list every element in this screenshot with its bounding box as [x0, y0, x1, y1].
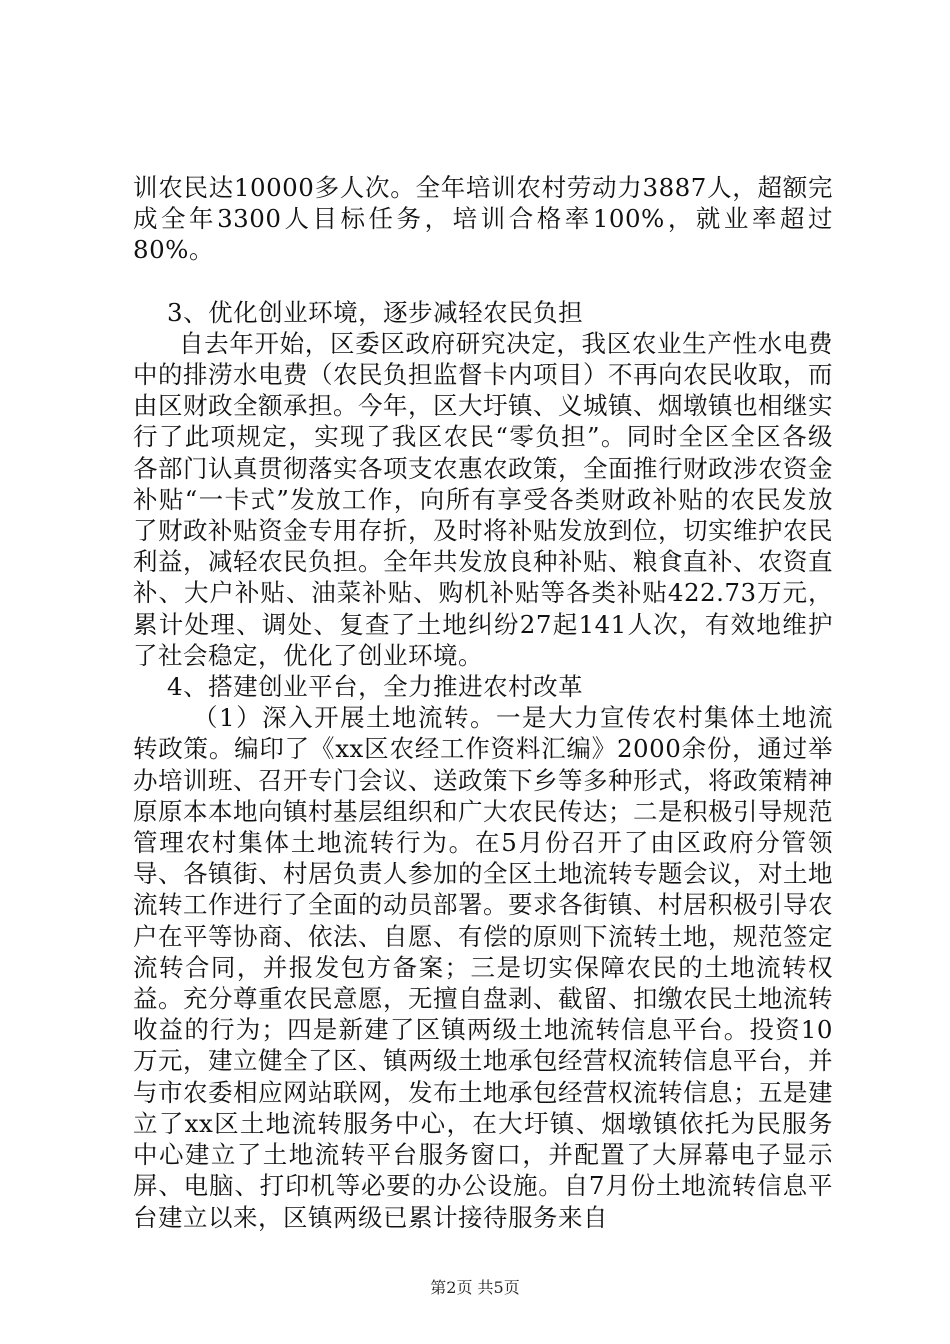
- paragraph-land-transfer: （1）深入开展土地流转。一是大力宣传农村集体土地流转政策。编印了《xx区农经工作资料汇编》2000余份，通过举办培训班、召开专门会议、送政策下乡等多种形式，将政策精神原原本本地向镇村基层组织和广大农民传达；二是积极引导规范管理农村集体土地流转行为。在5月份召开了由区政府分管领导、各镇街、村居负责人参加的全区土地流转专题会议，对土地流转工作进行了全面的动员部署。要求各街镇、村居积极引导农户在平等协商、依法、自愿、有偿的原则下流转土地，规范签定流转合同，并报发包方备案；三是切实保障农民的土地流转权益。充分尊重农民意愿，无擅自盘剥、截留、扣缴农民土地流转收益的行为；四是新建了区镇两级土地流转信息平台。投资10万元，建立健全了区、镇两级土地承包经营权流转信息平台，并与市农委相应网站联网，发布土地承包经营权流转信息；五是建立了xx区土地流转服务中心，在大圩镇、烟墩镇依托为民服务中心建立了土地流转平台服务窗口，并配置了大屏幕电子显示屏、电脑、打印机等必要的办公设施。自7月份土地流转信息平台建立以来，区镇两级已累计接待服务来自: [133, 703, 833, 1232]
- paragraph-business-environment: 自去年开始，区委区政府研究决定，我区农业生产性水电费中的排涝水电费（农民负担监督卡内项目）不再向农民收取，而由区财政全额承担。今年，区大圩镇、义城镇、烟墩镇也相继实行了此项规定，实现了我区农民“零负担”。同时全区全区各级各部门认真贯彻落实各项支农惠农政策，全面推行财政涉农资金补贴“一卡式”发放工作，向所有享受各类财政补贴的农民发放了财政补贴资金专用存折，及时将补贴发放到位，切实维护农民利益，减轻农民负担。全年共发放良种补贴、粮食直补、农资直补、大户补贴、油菜补贴、购机补贴等各类补贴422.73万元，累计处理、调处、复查了土地纠纷27起141人次，有效地维护了社会稳定，优化了创业环境。: [133, 328, 833, 670]
- paragraph-gap: [133, 266, 833, 297]
- document-body: [133, 172, 833, 1233]
- page-footer: 第2页 共5页: [430, 1278, 520, 1297]
- section-heading-3: 3、优化创业环境，逐步减轻农民负担: [167, 297, 584, 327]
- paragraph-training-results: 训农民达10000多人次。全年培训农村劳动力3887人，超额完成全年3300人目标任务，培训合格率100%，就业率超过80%。: [133, 173, 833, 265]
- section-heading-4: 4、搭建创业平台，全力推进农村改革: [167, 672, 584, 702]
